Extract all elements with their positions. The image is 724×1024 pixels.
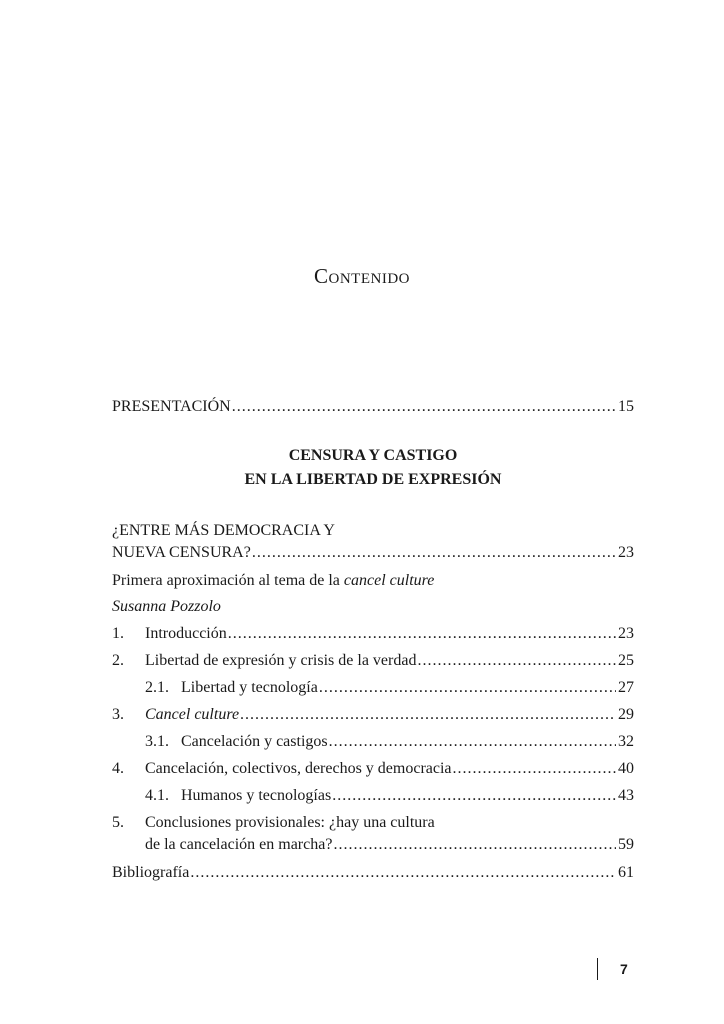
dot-leader bbox=[228, 623, 616, 645]
toc-entry-page: 29 bbox=[618, 706, 634, 723]
toc-entry-page: 61 bbox=[618, 864, 634, 881]
toc-entry-number: 5. bbox=[112, 814, 124, 831]
toc-entry-number: 2.1. bbox=[145, 679, 169, 696]
dot-leader bbox=[332, 785, 616, 807]
toc-entry-line1 bbox=[112, 812, 634, 834]
toc-entry-presentacion[interactable] bbox=[112, 396, 634, 418]
toc-entry[interactable] bbox=[112, 650, 634, 672]
toc-entry[interactable] bbox=[112, 758, 634, 780]
dot-leader bbox=[417, 650, 616, 672]
page-title: Contenido bbox=[314, 264, 410, 288]
toc-subentry[interactable] bbox=[145, 677, 634, 699]
toc-entry[interactable] bbox=[112, 704, 634, 726]
toc-entry-page: 32 bbox=[618, 733, 634, 750]
dot-leader bbox=[319, 677, 616, 699]
footer-divider bbox=[597, 958, 598, 980]
toc-entry-title-continued: de la cancelación en marcha? bbox=[145, 836, 333, 853]
toc-entry-title: Cancelación y castigos bbox=[181, 733, 328, 750]
toc-entry-page: 25 bbox=[618, 652, 634, 669]
toc-entry-title: Bibliografía bbox=[112, 864, 190, 881]
toc-entry-number: 3. bbox=[112, 706, 124, 723]
toc-entry-number: 4. bbox=[112, 760, 124, 777]
toc-entry-title: Humanos y tecnologías bbox=[181, 787, 332, 804]
toc-entry-page: 23 bbox=[618, 625, 634, 642]
toc-entry-title: Libertad y tecnología bbox=[181, 679, 318, 696]
toc-entry-title: Cancelación, colectivos, derechos y democracia bbox=[145, 760, 452, 777]
chapter-subtitle bbox=[112, 570, 634, 592]
toc-entry[interactable] bbox=[145, 834, 634, 856]
toc-entry-title: PRESENTACIÓN bbox=[112, 398, 231, 415]
dot-leader bbox=[252, 542, 616, 564]
toc-entry-number: 1. bbox=[112, 625, 124, 642]
toc-entry-page: 43 bbox=[618, 787, 634, 804]
dot-leader bbox=[453, 758, 616, 780]
chapter-subtitle-italic: cancel culture bbox=[343, 572, 435, 589]
toc-entry-page: 27 bbox=[618, 679, 634, 696]
toc-entry-chapter[interactable] bbox=[112, 542, 634, 564]
toc-entry-page: 59 bbox=[618, 836, 634, 853]
dot-leader bbox=[329, 731, 616, 753]
dot-leader bbox=[333, 834, 616, 856]
toc-subentry[interactable] bbox=[145, 785, 634, 807]
dot-leader bbox=[240, 704, 616, 726]
toc-entry-number: 2. bbox=[112, 652, 124, 669]
toc-entry-page: 15 bbox=[618, 398, 634, 415]
chapter-title-line2: NUEVA CENSURA? bbox=[112, 544, 251, 561]
toc-entry-title: Introducción bbox=[145, 625, 227, 642]
toc-entry-bibliografia[interactable] bbox=[112, 862, 634, 884]
dot-leader bbox=[190, 862, 616, 884]
dot-leader bbox=[232, 396, 616, 418]
toc-subentry[interactable] bbox=[145, 731, 634, 753]
toc-entry-title: Cancel culture bbox=[145, 706, 240, 723]
page-number: 7 bbox=[620, 961, 628, 977]
chapter-subtitle-text: Primera aproximación al tema de la bbox=[112, 572, 344, 589]
toc-entry[interactable] bbox=[112, 623, 634, 645]
toc-entry-page: 23 bbox=[618, 544, 634, 561]
toc-entry-page: 40 bbox=[618, 760, 634, 777]
toc-entry-title: Conclusiones provisionales: ¿hay una cultura bbox=[145, 814, 435, 831]
toc-entry-number: 3.1. bbox=[145, 733, 169, 750]
toc-entry-title: Libertad de expresión y crisis de la verdad bbox=[145, 652, 417, 669]
section-heading-line2: EN LA LIBERTAD DE EXPRESIÓN bbox=[244, 471, 502, 488]
toc-entry-number: 4.1. bbox=[145, 787, 169, 804]
section-heading-line1: CENSURA Y CASTIGO bbox=[288, 447, 458, 464]
chapter-title-line1: ¿ENTRE MÁS DEMOCRACIA Y bbox=[112, 522, 335, 539]
chapter-author: Susanna Pozzolo bbox=[112, 598, 221, 615]
